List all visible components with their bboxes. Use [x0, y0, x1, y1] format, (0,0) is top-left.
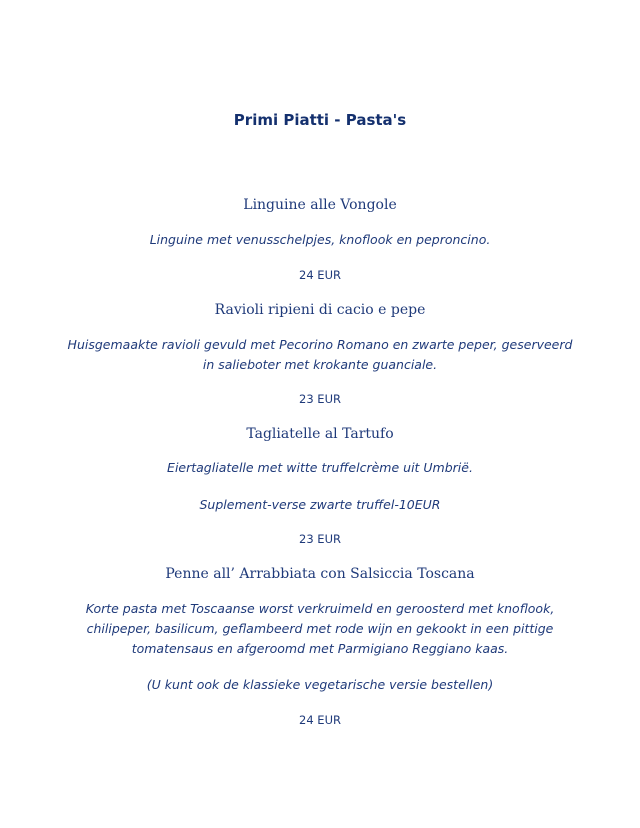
dish-supplement: Suplement-verse zwarte truffel-10EUR — [199, 497, 441, 512]
page-title: Primi Piatti - Pasta's — [233, 111, 407, 129]
dish-description: Korte pasta met Toscaanse worst verkruimeld en geroosterd met knoflook, chilipeper, basilicum, geflambeerd met rode wijn en gekookt in een pittige tomatensaus en afgeroomd met Parmigiano Reggiano kaas. — [85, 601, 555, 656]
dish-name: Ravioli ripieni di cacio e pepe — [214, 302, 426, 318]
dish-name: Linguine alle Vongole — [243, 197, 397, 213]
dish-price: 24 EUR — [299, 268, 341, 282]
dish-price: 23 EUR — [299, 392, 341, 406]
dish-description: Eiertagliatelle met witte truffelcrème uit Umbrië. — [167, 460, 473, 475]
dish-description: Linguine met venusschelpjes, knoflook en peproncino. — [149, 232, 491, 247]
dish-name: Tagliatelle al Tartufo — [246, 426, 394, 442]
dish-name: Penne all’ Arrabbiata con Salsiccia Toscana — [165, 566, 475, 582]
dish-price: 24 EUR — [299, 713, 341, 727]
dish-price: 23 EUR — [299, 532, 341, 546]
dish-description: Huisgemaakte ravioli gevuld met Pecorino Romano en zwarte peper, geserveerd in salieboter met krokante guanciale. — [67, 337, 573, 372]
dish-note: (U kunt ook de klassieke vegetarische versie bestellen) — [146, 677, 494, 692]
